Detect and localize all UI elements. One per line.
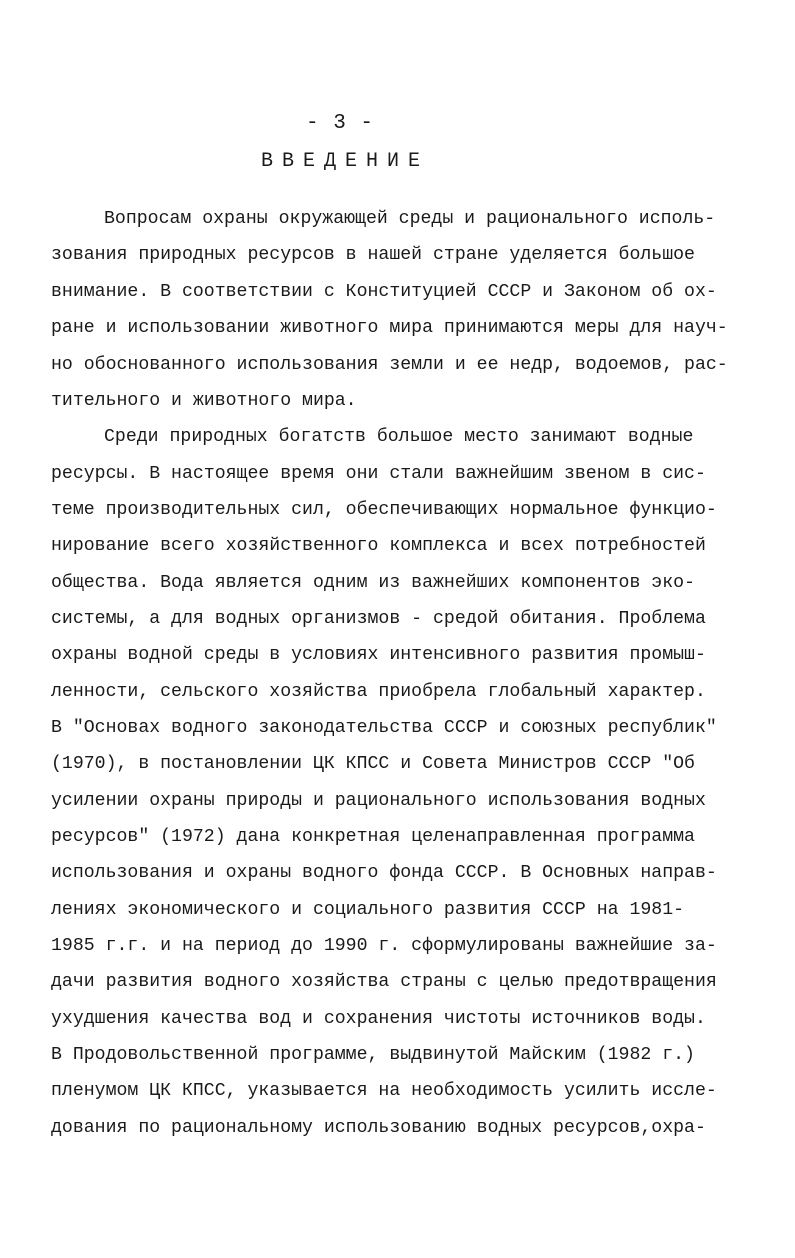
text-line: ране и использовании животного мира принимаются меры для науч- [51,318,728,338]
text-line: внимание. В соответствии с Конституцией СССР и Законом об ох- [51,282,717,302]
text-line: тительного и животного мира. [51,391,357,411]
text-line: ухудшения качества вод и сохранения чистоты источников воды. [51,1009,706,1029]
text-line: дачи развития водного хозяйства страны с целью предотвращения [51,972,717,992]
text-line: нирование всего хозяйственного комплекса и всех потребностей [51,536,706,556]
text-line: лениях экономического и социального развития СССР на 1981- [51,900,685,920]
text-line: Среди природных богатств большое место занимают водные [104,427,694,447]
page-title: ВВЕДЕНИЕ [260,150,429,173]
text-line: 1985 г.г. и на период до 1990 г. сформулированы важнейшие за- [51,936,717,956]
text-line: использования и охраны водного фонда СССР. В Основных направ- [51,863,717,883]
text-line: В Продовольственной программе, выдвинутой Майским (1982 г.) [51,1045,695,1065]
text-line: системы, а для водных организмов - средой обитания. Проблема [51,609,706,629]
text-line: усилении охраны природы и рационального использования водных [51,791,706,811]
text-line: (1970), в постановлении ЦК КПСС и Совета Министров СССР "Об [51,754,695,774]
page-number: - 3 - [305,112,374,135]
text-line: Вопросам охраны окружающей среды и рационального исполь- [104,209,716,229]
text-line: дования по рациональному использованию водных ресурсов,охра- [51,1118,706,1138]
text-line: В "Основах водного законодательства СССР и союзных республик" [51,718,717,738]
text-line: зования природных ресурсов в нашей стране уделяется большое [51,245,695,265]
text-line: общества. Вода является одним из важнейших компонентов эко- [51,573,695,593]
text-line: теме производительных сил, обеспечивающих нормальное функцио- [51,500,717,520]
text-line: но обоснованного использования земли и ее недр, водоемов, рас- [51,355,728,375]
text-line: ресурсов" (1972) дана конкретная целенаправленная программа [51,827,695,847]
text-line: пленумом ЦК КПСС, указывается на необходимость усилить иссле- [51,1081,717,1101]
text-line: ленности, сельского хозяйства приобрела глобальный характер. [51,682,706,702]
text-line: охраны водной среды в условиях интенсивного развития промыш- [51,645,706,665]
text-line: ресурсы. В настоящее время они стали важнейшим звеном в сис- [51,464,706,484]
